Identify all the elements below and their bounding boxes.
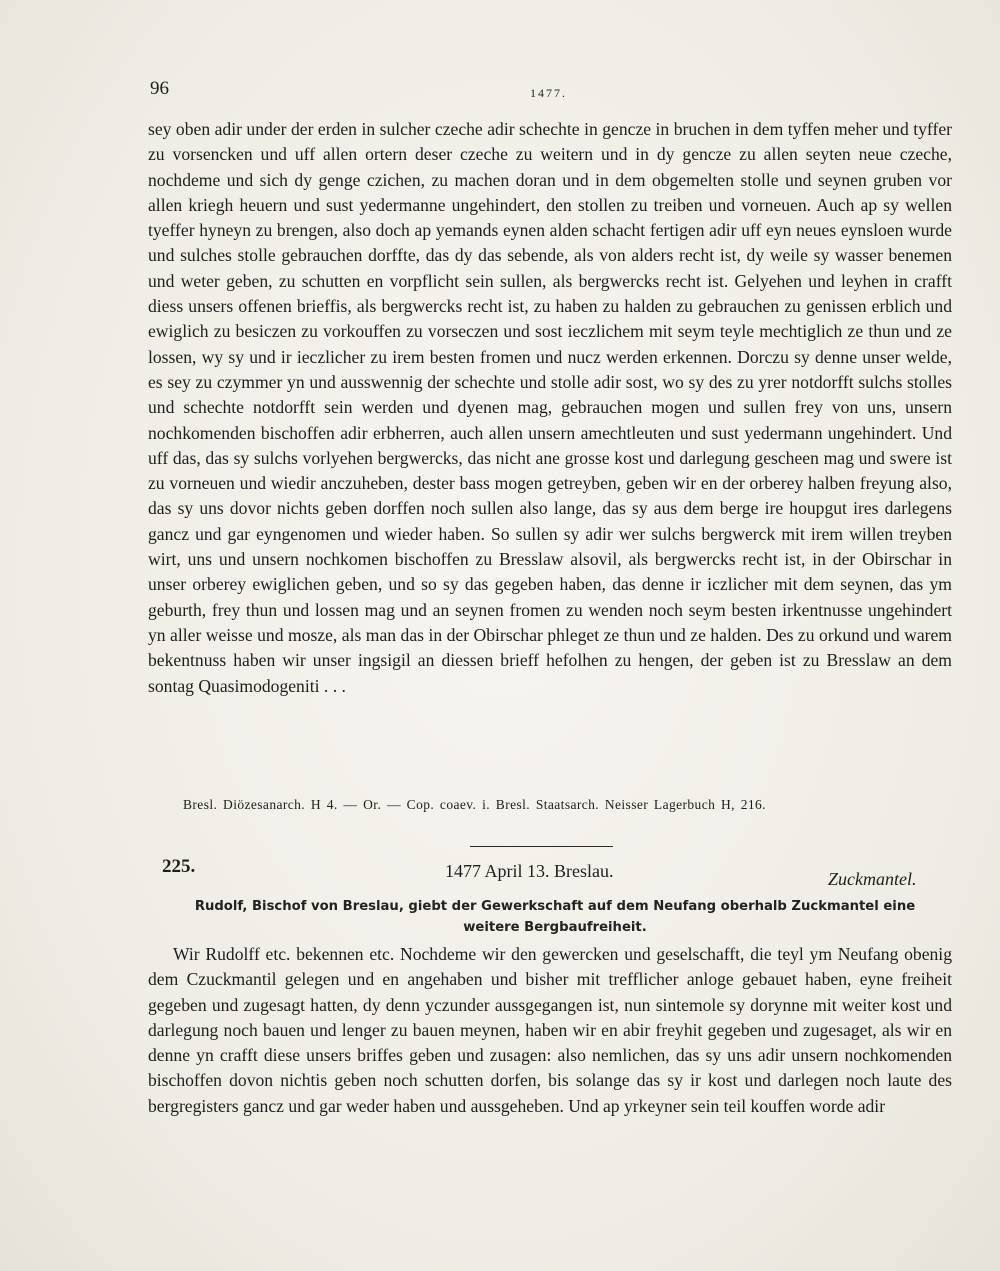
document-number: 225. xyxy=(162,856,196,877)
page-number: 96 xyxy=(150,78,169,99)
section-divider xyxy=(470,846,613,847)
source-citation: Bresl. Diözesanarch. H 4. — Or. — Cop. coaev. i. Bresl. Staatsarch. Neisser Lagerbuch H, 216. xyxy=(183,797,766,812)
document-224-text: sey oben adir under der erden in sulcher czeche adir schechte in gencze in bruchen in dem tyffen meher und tyffer zu vorsencken und uff allen ortern deser czeche zu weitern und in dy gencze zu allen seyten neue czeche, nochdeme und sich dy genge czichen, zu machen doran und in dem obgemelten stolle und seynen gruben vor allen kriegh heuern und sust yedermanne ungehindert, den stollen zu treiben und vorneuen. Auch ap sy wellen tyeffer hyneyn zu brengen, also doch ap yemands eynen alden schacht fertigen adir uff eyn neues eynsloen wurde und sulches stolle gebrauchen dorffte, das dy das sebende, als von alders recht ist, dy weile sy wasser benemen und weter geben, zu schutten en vorpflicht sein sullen, als bergwercks recht ist. Gelyehen und leyhen in crafft diess unsers offenen brieffis, als bergwercks recht ist, zu haben zu halden zu gebrauchen zu genissen erblich und ewiglich zu besiczen zu vorkouffen zu vorseczen und sost ieczlichem mit seym teyle mechtiglich ze thun und ze lossen, wy sy und ir ieczlicher zu irem besten fromen und nucz werden erkennen. Dorczu sy denne unser welde, es sey zu czymmer yn und ausswennig der schechte und stolle adir sost, wo sy des zu yrer notdorfft sulchs stolles und schechte notdorfft sein werden und dyenen mag, gebrauchen mogen und sullen frey von uns, unsern nochkomenden bischoffen adir erbherren, auch allen unsern amechtleuten und sust yedermann ungehindert. Und uff das, das sy sulchs vorlyehen bergwercks, das nicht ane grosse kost und darlegung gescheen mag und swere ist zu vorneuen und wiedir anczuheben, dester bass mogen getreyben, geben wir en der orberey halben freyung also, das sy uns dovor nichts geben dorffen noch sullen also lange, das sy aus dem berge ire houpgut ires darlegens gancz und gar eyngenomen und wieder haben. So sullen sy adir wer sulchs bergwerck mit irem willen treyben wirt, uns und unsern nochkomen bischoffen zu Bresslaw alsovil, als bergwercks recht ist, in der Obirschar in unser orberey ewiglichen geben, und so sy das gegeben haben, das denne ir iczlicher mit dem seynen, das ym geburth, frey thun und lossen mag und an seynen fromen zu wenden noch seym besten irkentnusse ungehindert yn aller weisse und mosze, als man das in der Obirschar phleget ze thun und ze halden. Des zu orkund und warem bekentnuss haben wir unser ingsigil an diessen brieff hefolhen zu hengen, der geben ist zu Bresslaw an dem sontag Quasimodogeniti . . . xyxy=(148,119,952,696)
document-date: 1477 April 13. Breslau. xyxy=(445,861,614,881)
page-header xyxy=(150,74,950,104)
document-summary: Rudolf, Bischof von Breslau, giebt der Gewerkschaft auf dem Neufang oberhalb Zuckmantel eine weitere Bergbaufreiheit. xyxy=(194,899,916,935)
document-225-text: Wir Rudolff etc. bekennen etc. Nochdeme wir den gewercken und geselschafft, die teyl ym Neufang obenig dem Czuckmantil gelegen und en angehaben und bisher mit trefflicher anloge gebauet haben, eyne freiheit gegeben und zugesagt hatten, dy denn yczunder aussgegangen ist, nun sintemole sy dorynne mit weiter kost und darlegung noch bauen und lenger zu bauen meynen, haben wir en abir freyhit gegeben und zugesaget, als wir en denne yn crafft diese unsers briffes geben und zusagen: also nemlichen, das sy uns adir unsern nochkomenden bischoffen dovon nichtis geben noch schutten dorfen, bis solange das sy ir kost und darlegen noch laute des bergregisters gancz und gar weder haben und aussgeheben. Und ap yrkeyner sein teil kouffen worde adir xyxy=(148,944,952,1116)
running-head-year: 1477. xyxy=(530,86,567,100)
document-place: Zuckmantel. xyxy=(828,869,917,889)
